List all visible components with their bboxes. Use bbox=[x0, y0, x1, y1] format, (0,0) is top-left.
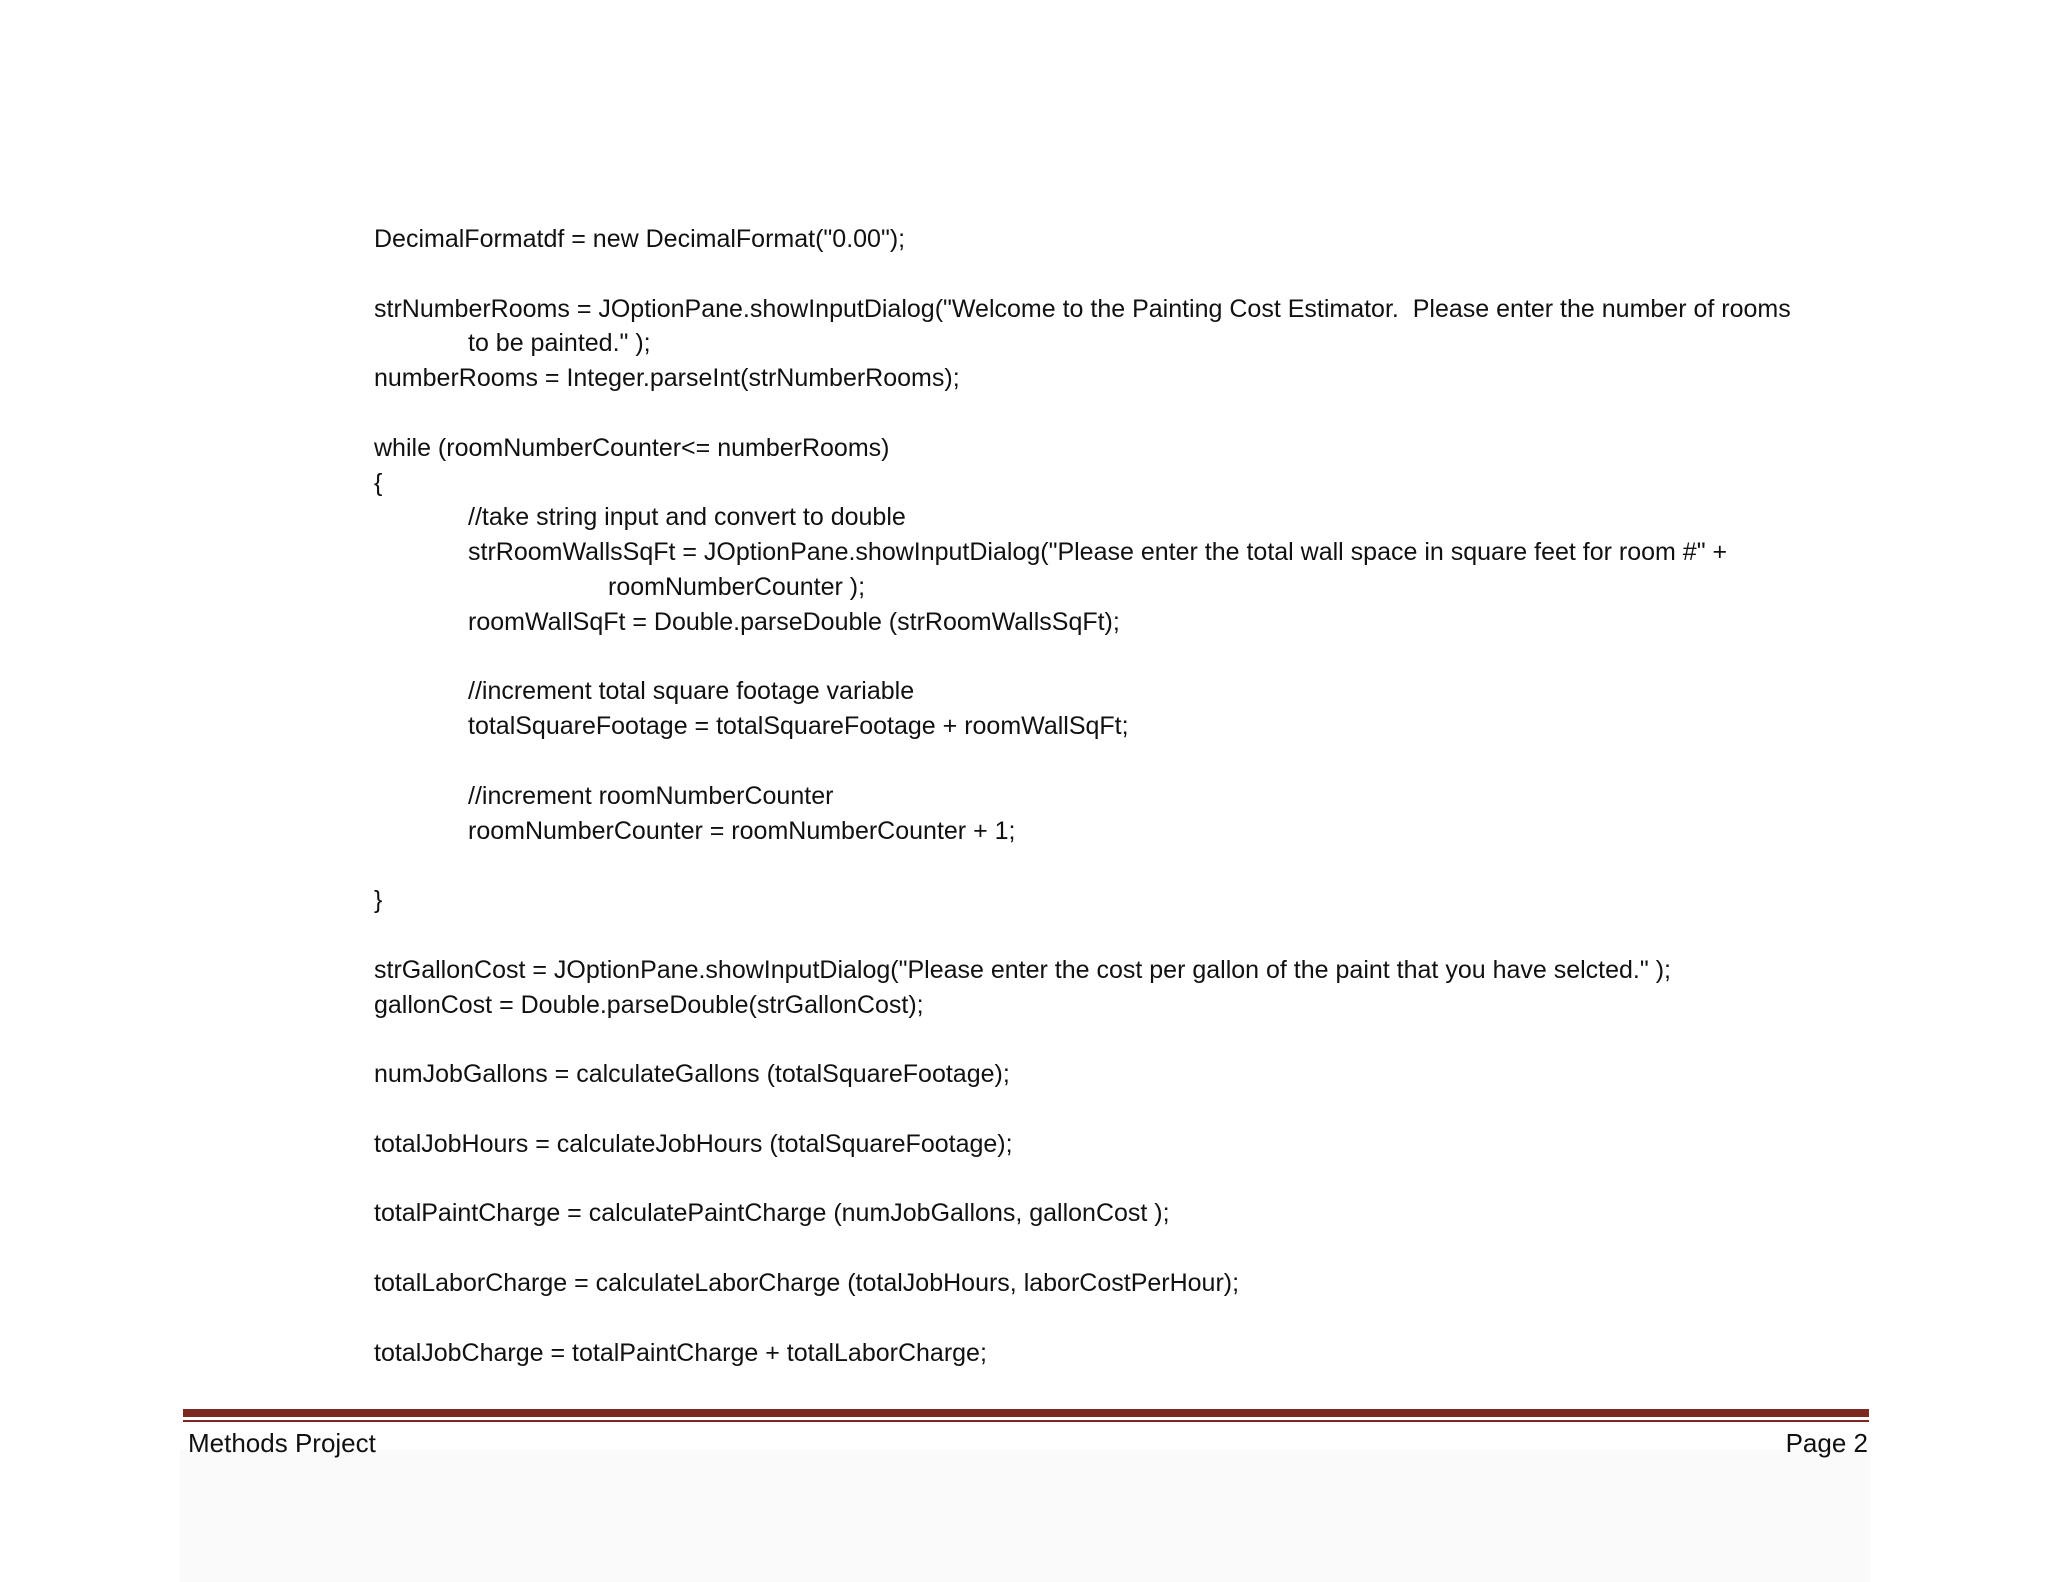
code-line-blank bbox=[374, 1301, 1874, 1336]
code-line-blank bbox=[374, 1092, 1874, 1127]
footer-page-number: Page 2 bbox=[1785, 1428, 1868, 1458]
code-line: { bbox=[374, 468, 383, 497]
code-line: totalJobCharge = totalPaintCharge + totalLaborCharge; bbox=[374, 1338, 987, 1367]
code-line-blank bbox=[374, 744, 1874, 779]
code-line: to be painted." ); bbox=[468, 329, 651, 358]
footer-title: Methods Project bbox=[188, 1428, 376, 1458]
code-line: totalSquareFootage = totalSquareFootage + roomWallSqFt; bbox=[468, 712, 1129, 741]
code-line: DecimalFormatdf = new DecimalFormat("0.00"); bbox=[374, 225, 906, 253]
code-line: roomWallSqFt = Double.parseDouble (strRoomWallsSqFt); bbox=[468, 607, 1120, 636]
code-line: numJobGallons = calculateGallons (totalSquareFootage); bbox=[374, 1060, 1010, 1089]
code-line: roomNumberCounter ); bbox=[608, 572, 866, 601]
code-comment: //increment roomNumberCounter bbox=[468, 781, 834, 810]
page-bottom-band bbox=[180, 1450, 1870, 1582]
code-line-blank bbox=[374, 1231, 1874, 1266]
code-line: } bbox=[374, 886, 383, 915]
code-line: strNumberRooms = JOptionPane.showInputDialog("Welcome to the Painting Cost Estimator. Please enter the number of rooms bbox=[374, 294, 1791, 323]
code-block bbox=[374, 222, 1874, 1370]
code-line: totalLaborCharge = calculateLaborCharge (totalJobHours, laborCostPerHour); bbox=[374, 1268, 1240, 1297]
code-line: strGallonCost = JOptionPane.showInputDialog("Please enter the cost per gallon of the paint that you have selcted." ); bbox=[374, 955, 1671, 984]
code-comment: //increment total square footage variable bbox=[468, 677, 915, 706]
code-line: strRoomWallsSqFt = JOptionPane.showInputDialog("Please enter the total wall space in square feet for room #" + bbox=[468, 538, 1728, 567]
code-line: totalJobHours = calculateJobHours (totalSquareFootage); bbox=[374, 1129, 1013, 1158]
footer-rule-thin bbox=[183, 1420, 1869, 1422]
code-line: while (roomNumberCounter<= numberRooms) bbox=[374, 433, 890, 462]
code-line-blank bbox=[374, 918, 1874, 953]
code-line-blank bbox=[374, 257, 1874, 292]
code-line: gallonCost = Double.parseDouble(strGallonCost); bbox=[374, 990, 924, 1019]
code-line-blank bbox=[374, 396, 1874, 431]
code-line-blank bbox=[374, 640, 1874, 675]
footer-rule-thick bbox=[183, 1409, 1869, 1417]
code-line: numberRooms = Integer.parseInt(strNumberRooms); bbox=[374, 364, 960, 393]
code-line-blank bbox=[374, 1022, 1874, 1057]
code-line-blank bbox=[374, 848, 1874, 883]
code-line: roomNumberCounter = roomNumberCounter + 1; bbox=[468, 816, 1016, 845]
code-comment: //take string input and convert to double bbox=[468, 503, 906, 532]
code-line: totalPaintCharge = calculatePaintCharge (numJobGallons, gallonCost ); bbox=[374, 1199, 1170, 1228]
code-line-blank bbox=[374, 1162, 1874, 1197]
